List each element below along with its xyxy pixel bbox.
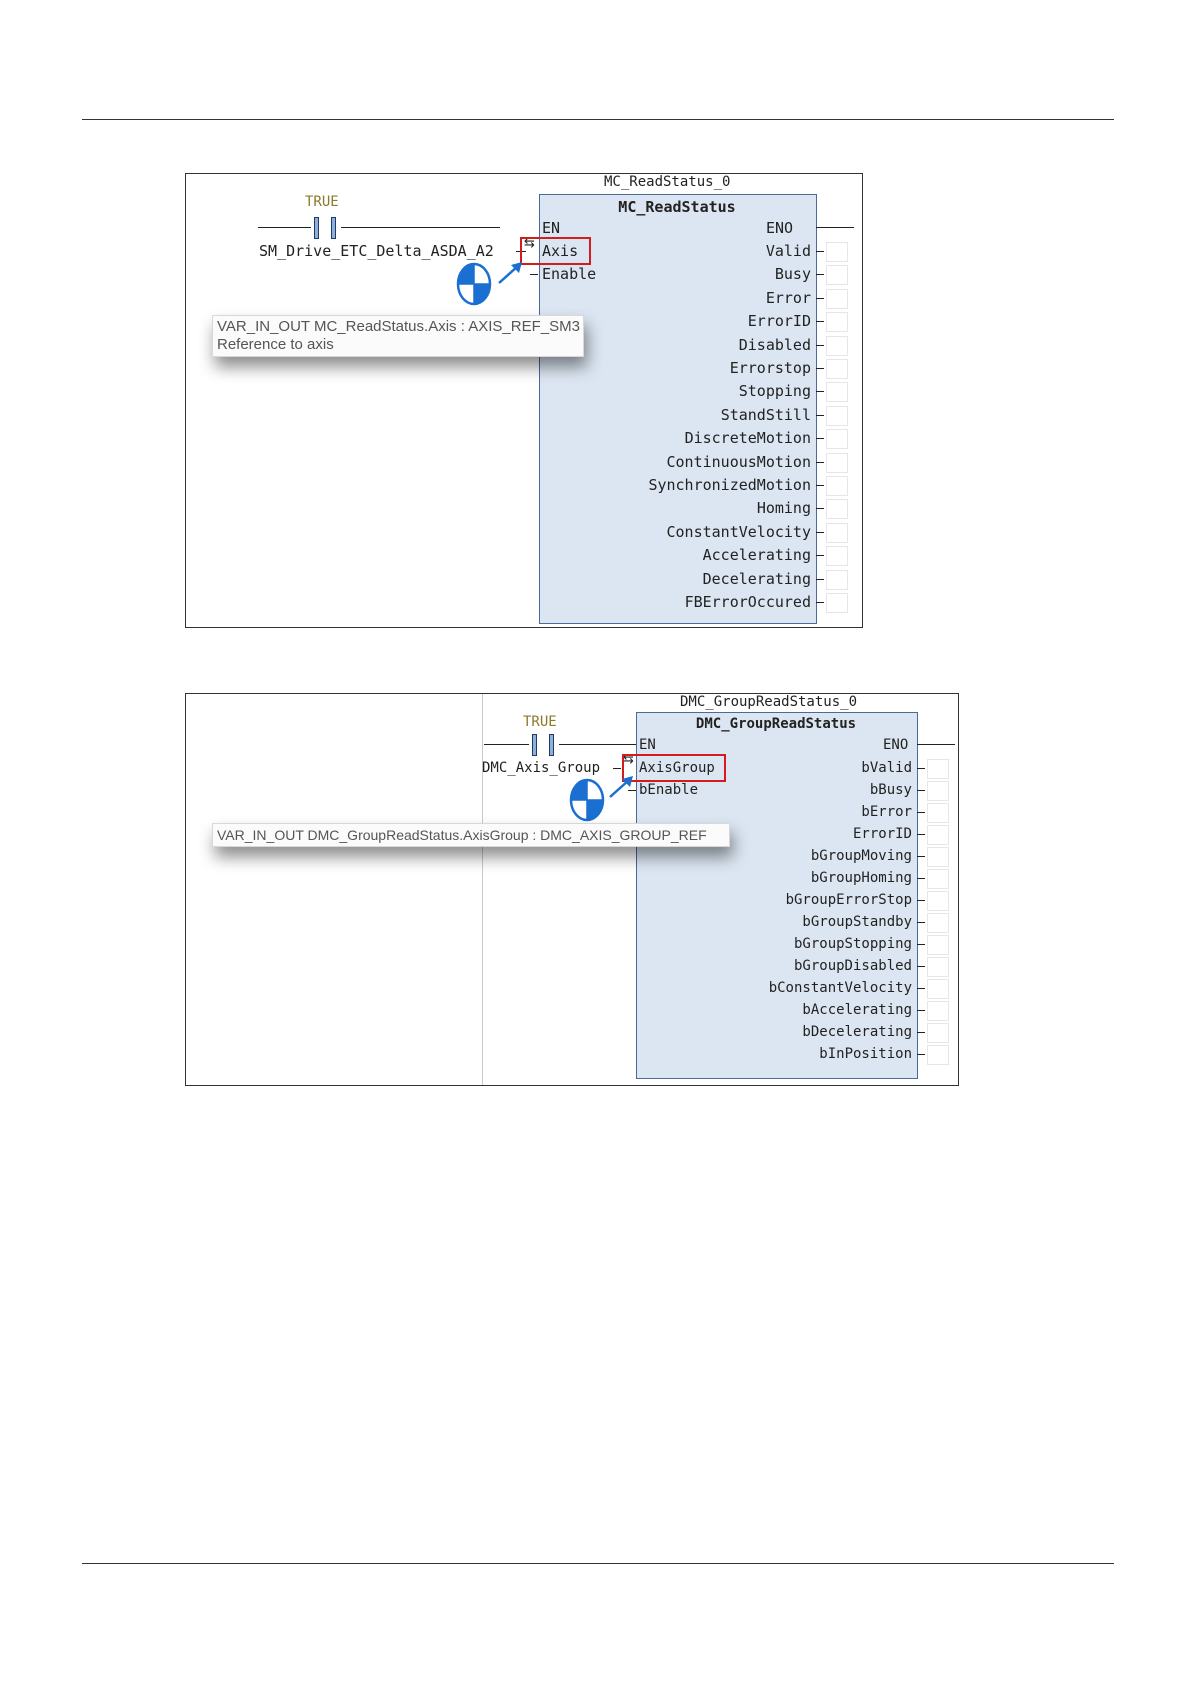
contact-label: TRUE bbox=[305, 194, 339, 210]
output-pin-accelerating[interactable]: Accelerating bbox=[702, 546, 811, 565]
enable-stub bbox=[530, 274, 538, 275]
output-variable-slot[interactable] bbox=[927, 935, 949, 955]
output-pin-homing[interactable]: Homing bbox=[756, 499, 811, 518]
output-variable-slot[interactable] bbox=[927, 1045, 949, 1065]
rung-line bbox=[484, 744, 636, 745]
tooltip-line-1: VAR_IN_OUT DMC_GroupReadStatus.AxisGroup : DMC_AXIS_GROUP_REF bbox=[217, 827, 707, 843]
column-separator bbox=[482, 694, 483, 1085]
axis-group-variable[interactable]: DMC_Axis_Group bbox=[482, 760, 601, 776]
output-pin-bvalid[interactable]: bValid bbox=[861, 760, 912, 776]
output-pin-bgroupstandby[interactable]: bGroupStandby bbox=[802, 914, 912, 930]
output-variable-slot[interactable] bbox=[927, 913, 949, 933]
output-variable-slot[interactable] bbox=[826, 382, 848, 402]
output-wire bbox=[816, 555, 824, 556]
output-variable-slot[interactable] bbox=[826, 593, 848, 613]
eno-wire bbox=[816, 227, 854, 228]
output-wire bbox=[816, 251, 824, 252]
output-variable-slot[interactable] bbox=[927, 891, 949, 911]
input-pin-enable[interactable]: Enable bbox=[542, 265, 597, 283]
output-wire bbox=[917, 1032, 925, 1033]
output-pin-disabled[interactable]: Disabled bbox=[738, 335, 811, 354]
output-pin-errorid[interactable]: ErrorID bbox=[747, 312, 811, 331]
pointer-arrow-icon bbox=[607, 774, 637, 800]
fb-type-title: MC_ReadStatus bbox=[618, 198, 736, 216]
output-wire bbox=[917, 988, 925, 989]
tooltip-line-2: Reference to axis bbox=[217, 336, 334, 353]
output-wire bbox=[816, 602, 824, 603]
output-wire bbox=[816, 508, 824, 509]
output-wire bbox=[816, 321, 824, 322]
output-variable-slot[interactable] bbox=[927, 847, 949, 867]
output-pin-fberroroccured[interactable]: FBErrorOccured bbox=[684, 593, 811, 611]
output-wire bbox=[816, 391, 824, 392]
output-wire bbox=[917, 790, 925, 791]
output-variable-slot[interactable] bbox=[927, 869, 949, 889]
footer-rule bbox=[82, 1563, 1114, 1564]
output-pin-constantvelocity[interactable]: ConstantVelocity bbox=[666, 522, 811, 541]
output-wire bbox=[917, 812, 925, 813]
fb-instance-name: DMC_GroupReadStatus_0 bbox=[680, 694, 858, 710]
output-wire bbox=[816, 298, 824, 299]
output-pin-bgroupmoving[interactable]: bGroupMoving bbox=[810, 848, 912, 864]
output-wire bbox=[816, 345, 824, 346]
output-variable-slot[interactable] bbox=[826, 499, 848, 519]
output-wire bbox=[917, 878, 925, 879]
output-pin-standstill[interactable]: StandStill bbox=[720, 405, 811, 424]
output-wire bbox=[917, 768, 925, 769]
axis-variable[interactable]: SM_Drive_ETC_Delta_ASDA_A2 bbox=[259, 242, 494, 260]
output-wire bbox=[917, 856, 925, 857]
output-variable-slot[interactable] bbox=[927, 957, 949, 977]
output-variable-slot[interactable] bbox=[927, 825, 949, 845]
output-variable-slot[interactable] bbox=[927, 1023, 949, 1043]
output-pin-bconstantvelocity[interactable]: bConstantVelocity bbox=[768, 980, 912, 996]
output-wire bbox=[917, 966, 925, 967]
output-variable-slot[interactable] bbox=[826, 336, 848, 356]
input-pin-axis[interactable]: Axis bbox=[542, 242, 579, 260]
tooltip-line-1: VAR_IN_OUT MC_ReadStatus.Axis : AXIS_REF_SM3 bbox=[217, 318, 580, 335]
axis-tooltip bbox=[212, 315, 584, 357]
output-pin-binposition[interactable]: bInPosition bbox=[819, 1046, 912, 1062]
output-pin-baccelerating[interactable]: bAccelerating bbox=[802, 1002, 912, 1018]
output-pin-bdecelerating[interactable]: bDecelerating bbox=[802, 1024, 912, 1040]
fb-instance-name: MC_ReadStatus_0 bbox=[604, 174, 731, 190]
output-variable-slot[interactable] bbox=[927, 781, 949, 801]
ladder-diagram-mc-readstatus bbox=[185, 173, 863, 628]
output-pin-berror[interactable]: bError bbox=[861, 804, 912, 820]
input-pin-axisgroup[interactable]: AxisGroup bbox=[639, 760, 715, 776]
output-pin-eno[interactable]: ENO bbox=[883, 737, 909, 753]
output-pin-synchronizedmotion[interactable]: SynchronizedMotion bbox=[648, 476, 811, 494]
contact-label: TRUE bbox=[523, 714, 557, 730]
output-pin-continuousmotion[interactable]: ContinuousMotion bbox=[666, 452, 811, 471]
output-variable-slot[interactable] bbox=[826, 242, 848, 262]
output-variable-slot[interactable] bbox=[826, 289, 848, 309]
output-wire bbox=[816, 415, 824, 416]
output-wire bbox=[816, 438, 824, 439]
contact-icon[interactable] bbox=[529, 734, 559, 756]
output-wire bbox=[917, 922, 925, 923]
output-variable-slot[interactable] bbox=[927, 979, 949, 999]
axis-group-wire bbox=[613, 768, 621, 769]
output-pin-error[interactable]: Error bbox=[765, 288, 811, 307]
output-variable-slot[interactable] bbox=[826, 523, 848, 543]
output-pin-bgrouperrorstop[interactable]: bGroupErrorStop bbox=[785, 892, 912, 908]
output-variable-slot[interactable] bbox=[826, 570, 848, 590]
output-pin-bgroupdisabled[interactable]: bGroupDisabled bbox=[793, 958, 912, 974]
header-rule bbox=[82, 119, 1114, 120]
output-pin-valid[interactable]: Valid bbox=[765, 242, 811, 260]
output-wire bbox=[816, 532, 824, 533]
output-wire bbox=[917, 1010, 925, 1011]
input-pin-en[interactable]: EN bbox=[639, 737, 656, 753]
output-wire bbox=[816, 579, 824, 580]
output-variable-slot[interactable] bbox=[826, 429, 848, 449]
input-pin-benable[interactable]: bEnable bbox=[639, 782, 699, 798]
output-wire bbox=[816, 274, 824, 275]
contact-icon[interactable] bbox=[311, 217, 341, 239]
ladder-diagram-dmc-groupreadstatus bbox=[185, 693, 959, 1086]
output-variable-slot[interactable] bbox=[927, 1001, 949, 1021]
output-variable-slot[interactable] bbox=[826, 453, 848, 473]
eno-wire bbox=[917, 744, 955, 745]
output-pin-busy[interactable]: Busy bbox=[774, 265, 811, 284]
output-variable-slot[interactable] bbox=[826, 476, 848, 496]
output-pin-eno[interactable]: ENO bbox=[766, 219, 794, 237]
output-variable-slot[interactable] bbox=[826, 359, 848, 379]
output-variable-slot[interactable] bbox=[826, 406, 848, 426]
output-wire bbox=[816, 462, 824, 463]
output-pin-bgrouphoming[interactable]: bGroupHoming bbox=[810, 870, 912, 886]
output-pin-discretemotion[interactable]: DiscreteMotion bbox=[684, 429, 811, 448]
output-variable-slot[interactable] bbox=[927, 803, 949, 823]
output-wire bbox=[816, 485, 824, 486]
output-wire bbox=[816, 368, 824, 369]
in-out-arrow-icon: ⇆ bbox=[623, 752, 634, 767]
output-pin-errorstop[interactable]: Errorstop bbox=[729, 359, 811, 377]
output-variable-slot[interactable] bbox=[826, 265, 848, 285]
output-pin-errorid[interactable]: ErrorID bbox=[852, 826, 912, 842]
output-variable-slot[interactable] bbox=[826, 312, 848, 332]
output-pin-bbusy[interactable]: bBusy bbox=[869, 782, 912, 798]
output-variable-slot[interactable] bbox=[927, 759, 949, 779]
output-pin-decelerating[interactable]: Decelerating bbox=[702, 569, 811, 588]
output-pin-bgroupstopping[interactable]: bGroupStopping bbox=[793, 936, 912, 952]
input-pin-en[interactable]: EN bbox=[542, 219, 561, 237]
in-out-arrow-icon: ⇆ bbox=[524, 236, 535, 251]
output-variable-slot[interactable] bbox=[826, 546, 848, 566]
fb-type-title: DMC_GroupReadStatus bbox=[695, 716, 857, 732]
output-wire bbox=[917, 1054, 925, 1055]
rung-line bbox=[258, 227, 500, 228]
output-pin-stopping[interactable]: Stopping bbox=[738, 382, 811, 401]
axisgroup-tooltip bbox=[212, 823, 730, 847]
output-wire bbox=[917, 900, 925, 901]
output-wire bbox=[917, 834, 925, 835]
pointer-arrow-icon bbox=[496, 260, 526, 286]
output-wire bbox=[917, 944, 925, 945]
